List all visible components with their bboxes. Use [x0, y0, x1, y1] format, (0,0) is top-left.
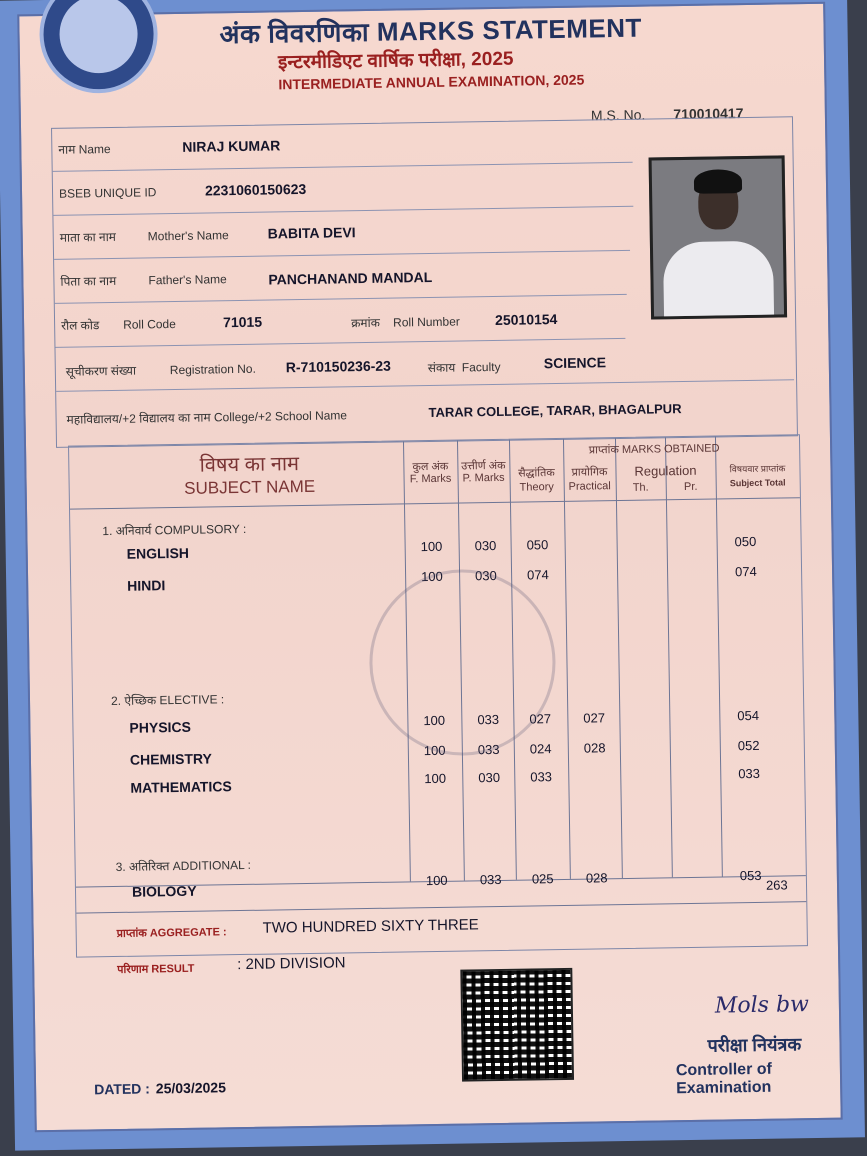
- exam-title-hindi: इन्टरमीडिएट वार्षिक परीक्षा, 2025: [277, 48, 514, 74]
- name-row: [52, 120, 633, 172]
- mother-row: [53, 208, 630, 260]
- document-title: अंक विवरणिका MARKS STATEMENT: [219, 12, 643, 50]
- subject-f-cell: 100: [425, 872, 448, 889]
- controller-title: Controller of Examination: [675, 1060, 773, 1098]
- roll-code-value: 71015: [222, 313, 263, 331]
- subject-th-cell: 033: [530, 769, 553, 785]
- registration-value: R-710150236-23: [285, 357, 392, 376]
- fmarks-header-hindi: कुल अंक: [412, 460, 449, 474]
- student-info-block: [51, 116, 798, 448]
- additional-section-label: 3. अतिरिक्त ADDITIONAL :: [115, 857, 252, 874]
- faculty-label: Faculty: [461, 359, 501, 375]
- subject-total-cell: 050: [734, 533, 757, 550]
- student-name: NIRAJ KUMAR: [182, 137, 281, 155]
- col-divider-total: [715, 437, 723, 877]
- roll-code-label: Roll Code: [123, 316, 176, 332]
- roll-row: [55, 296, 626, 348]
- aggregate-label: प्राप्तांक AGGREGATE :: [116, 926, 227, 940]
- subject-p-cell: 030: [474, 567, 497, 584]
- subject-total-cell: 074: [734, 563, 757, 580]
- subject-th-cell: 027: [529, 711, 552, 727]
- subject-p-cell: 033: [479, 871, 502, 888]
- mother-label-hindi: माता का नाम: [59, 229, 117, 245]
- theory-header: Theory: [519, 481, 554, 494]
- subject-total-cell: 054: [737, 707, 760, 724]
- col-divider-practical: [563, 439, 571, 879]
- college-label: महाविद्यालय/+2 विद्यालय का नाम College/+2 School Name: [66, 408, 348, 427]
- subject-p-cell: 033: [477, 711, 500, 728]
- result-label: परिणाम RESULT: [117, 962, 195, 976]
- mother-name: BABITA DEVI: [267, 224, 356, 242]
- subject-name: ENGLISH: [126, 544, 190, 562]
- subject-f-cell: 100: [424, 770, 447, 787]
- aggregate-divider: [76, 901, 806, 913]
- father-label: Father's Name: [148, 272, 227, 288]
- regulation-header: Regulation: [634, 462, 697, 479]
- controller-title-hindi: परीक्षा नियंत्रक: [707, 1034, 802, 1056]
- subject-name: CHEMISTRY: [129, 750, 213, 768]
- registration-label-hindi: सूचीकरण संख्या: [65, 363, 137, 379]
- elective-section-label: 2. ऐच्छिक ELECTIVE :: [110, 692, 225, 709]
- table-header-divider: [70, 497, 800, 509]
- subject-f-cell: 100: [421, 568, 443, 585]
- aggregate-value: TWO HUNDRED SIXTY THREE: [262, 916, 479, 937]
- registration-label: Registration No.: [169, 361, 256, 378]
- subject-pr-cell: 028: [585, 870, 608, 886]
- uid-label: BSEB UNIQUE ID: [58, 185, 157, 201]
- student-photo: [649, 155, 788, 319]
- subject-pr-cell: 028: [583, 740, 606, 756]
- roll-number-label: Roll Number: [393, 314, 460, 330]
- result-value: : 2ND DIVISION: [237, 954, 346, 974]
- dated: [94, 1079, 226, 1097]
- roll-number-value: 25010154: [494, 310, 558, 328]
- subject-pr-cell: 027: [583, 710, 606, 726]
- grand-total: 263: [765, 877, 788, 893]
- practical-header: Practical: [568, 480, 611, 493]
- subject-th-cell: 050: [526, 537, 549, 553]
- subject-total-cell: 033: [738, 765, 761, 782]
- ms-number-label: M.S. No.: [590, 106, 646, 124]
- father-row: [54, 252, 627, 304]
- subject-p-cell: 033: [477, 741, 500, 758]
- marks-obtained-header: प्राप्तांक MARKS OBTAINED: [588, 442, 720, 457]
- ms-number-value: 710010417: [673, 105, 744, 123]
- fmarks-header: F. Marks: [409, 472, 452, 486]
- subject-th-cell: 074: [526, 567, 549, 583]
- board-seal-logo: [39, 0, 159, 94]
- subject-f-cell: 100: [420, 538, 443, 555]
- compulsory-section-label: 1. अनिवार्य COMPULSORY :: [102, 521, 247, 539]
- regulation-theory-header: Th.: [632, 481, 649, 494]
- college-value: TARAR COLLEGE, TARAR, BHAGALPUR: [428, 401, 682, 421]
- pmarks-header: P. Marks: [462, 471, 505, 485]
- subject-total-header-hindi: विषयवार प्राप्तांक: [729, 463, 786, 475]
- subject-total-header: Subject Total: [729, 477, 786, 489]
- faculty-label-hindi: संकाय: [427, 360, 456, 376]
- uid-value: 2231060150623: [204, 180, 307, 199]
- subject-header-hindi: विषय का नाम: [199, 453, 300, 477]
- practical-header-hindi: प्रायोगिक: [571, 466, 608, 479]
- subject-total-cell: 052: [737, 737, 760, 754]
- father-label-hindi: पिता का नाम: [60, 273, 117, 289]
- subject-name: HINDI: [127, 577, 166, 594]
- theory-header-hindi: सैद्धांतिक: [518, 467, 555, 480]
- subject-name: BIOLOGY: [131, 882, 197, 900]
- roll-number-label-hindi: क्रमांक: [351, 315, 380, 331]
- pmarks-header-hindi: उत्तीर्ण अंक: [461, 459, 506, 473]
- subject-th-cell: 025: [531, 871, 554, 887]
- mother-label: Mother's Name: [147, 228, 229, 244]
- roll-code-label-hindi: रौल कोड: [61, 318, 100, 333]
- subject-th-cell: 024: [529, 741, 552, 757]
- subject-p-cell: 030: [478, 769, 501, 786]
- subject-f-cell: 100: [423, 712, 446, 729]
- faculty-value: SCIENCE: [543, 354, 607, 372]
- father-name: PANCHANAND MANDAL: [268, 268, 433, 288]
- dated-label: DATED :: [94, 1080, 150, 1098]
- subject-name: PHYSICS: [129, 718, 192, 736]
- regulation-practical-header: Pr.: [683, 480, 698, 494]
- qr-code: [460, 968, 574, 1082]
- subject-name: MATHEMATICS: [130, 778, 232, 796]
- subject-p-cell: 030: [474, 537, 497, 554]
- exam-title-english: INTERMEDIATE ANNUAL EXAMINATION, 2025: [278, 71, 585, 93]
- certificate-frame: [17, 2, 842, 1133]
- col-divider-reg-th: [615, 438, 623, 878]
- subject-f-cell: 100: [423, 742, 446, 759]
- col-divider-reg-pr: [665, 437, 673, 877]
- name-label: नाम Name: [58, 141, 111, 157]
- controller-signature: Mols bw: [714, 992, 810, 1019]
- subject-total-cell: 053: [739, 867, 762, 884]
- dated-value: 25/03/2025: [155, 1079, 227, 1097]
- subject-header: SUBJECT NAME: [184, 476, 316, 498]
- uid-row: [53, 164, 634, 216]
